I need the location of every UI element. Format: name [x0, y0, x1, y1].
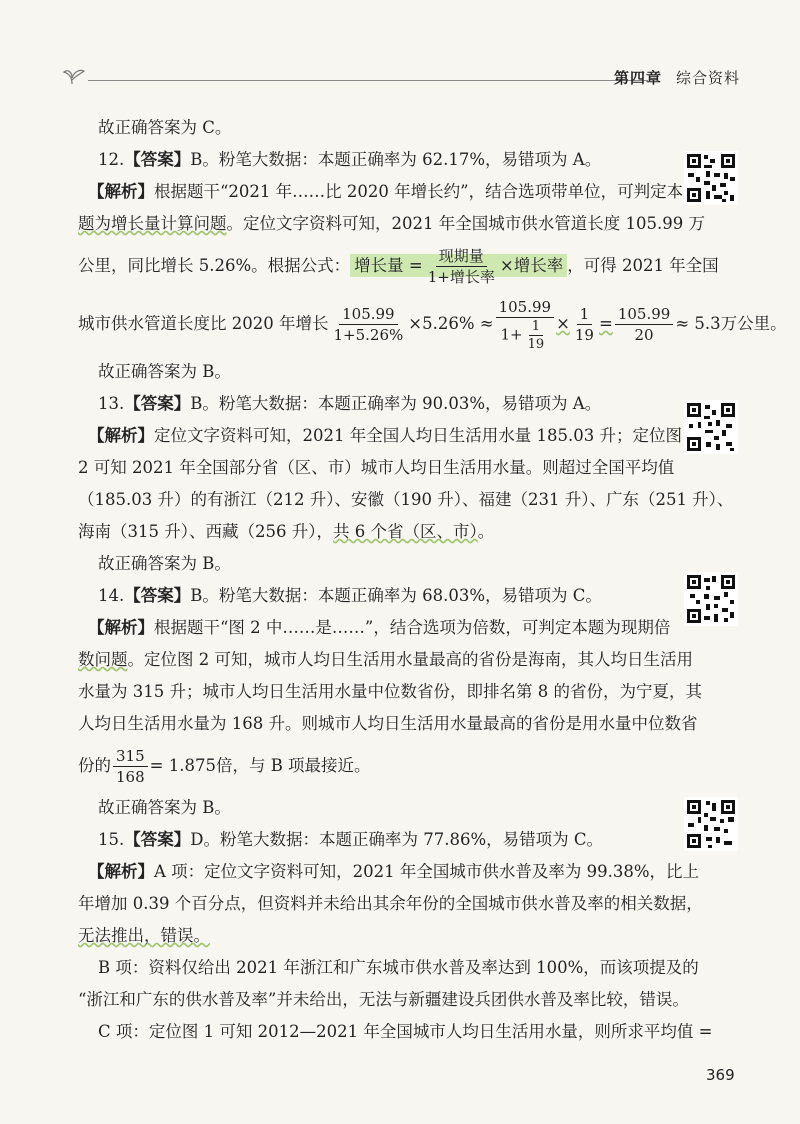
sprout-icon	[60, 64, 88, 86]
text-line: 年增加 0.39 个百分点，但资料并未给出其余年份的全国城市供水普及率的相关数据，	[78, 894, 703, 913]
q13-answer: 13.【答案】B。粉笔大数据：本题正确率为 90.03%，易错项为 A。	[98, 394, 602, 413]
page-number: 369	[706, 1066, 735, 1084]
q14-analysis: 【解析】根据题干“图 2 中……是……”，结合选项为倍数，可判定本题为现期倍	[88, 618, 671, 637]
calculation-line: 城市供水管道长度比 2020 年增长 $\frac{105.99}{1+5.26\%}$ ×5.26% ≈ 105.99 1+ $\frac{1}{19}$ × $\frac{1}{19}$ = $\frac{105.99}{20}$ ≈ 5.3万公里。	[78, 297, 787, 352]
formula-highlight: 增长量 = $\frac{\text{现期量}}{\text{1+增长率}}$ ×增长率	[350, 254, 567, 277]
text-line: （185.03 升）的有浙江（212 升）、安徽（190 升）、福建（231 升）、广东（251 升）、	[78, 490, 734, 509]
page-header	[60, 60, 740, 100]
text-line: 数问题。定位图 2 可知，城市人均日生活用水量最高的省份是海南，其人均日生活用	[78, 650, 693, 669]
text-line: 海南（315 升）、西藏（256 升），共 6 个省（区、市）。	[78, 522, 495, 541]
answer-line: 故正确答案为 C。	[98, 118, 232, 137]
text-line: “浙江和广东的供水普及率”并未给出，无法与新疆建设兵团供水普及率比较，错误。	[78, 990, 689, 1009]
text-line: 水量为 315 升；城市人均日生活用水量中位数省份，即排名第 8 的省份，为宁夏，其	[78, 682, 702, 701]
section-title: 综合资料	[675, 69, 740, 87]
q15-answer: 15.【答案】D。粉笔大数据：本题正确率为 77.86%，易错项为 C。	[98, 830, 604, 849]
q13-analysis: 【解析】定位文字资料可知，2021 年全国人均日生活用水量 185.03 升；定位图	[88, 426, 682, 445]
formula-line: 公里，同比增长 5.26%。根据公式： 增长量 = $\frac{\text{现期量}}{\text{1+增长率}}$ ×增长率 ，可得 2021 年全国	[78, 247, 719, 286]
q14-answer: 14.【答案】B。粉笔大数据：本题正确率为 68.03%，易错项为 C。	[98, 586, 602, 605]
q12-answer: 12.【答案】B。粉笔大数据：本题正确率为 62.17%，易错项为 A。	[98, 150, 602, 169]
qr-code-icon[interactable]	[684, 151, 738, 205]
qr-code-icon[interactable]	[684, 797, 738, 851]
q15-analysis: 【解析】A 项：定位文字资料可知，2021 年全国城市供水普及率为 99.38%，比上	[88, 862, 700, 881]
q12-analysis: 【解析】根据题干“2021 年……比 2020 年增长约”，结合选项带单位，可判定本	[88, 182, 684, 201]
text-line: 人均日生活用水量为 168 升。则城市人均日生活用水量最高的省份是用水量中位数省	[78, 714, 698, 733]
header-rule	[88, 80, 648, 81]
text-line: 题为增长量计算问题。定位文字资料可知，2021 年全国城市供水管道长度 105.99 万	[78, 214, 705, 233]
calculation-line: 份的 $\frac{315}{168}$ = 1.875倍，与 B 项最接近。	[78, 747, 371, 786]
qr-code-icon[interactable]	[684, 400, 738, 454]
qr-code-icon[interactable]	[684, 572, 738, 626]
answer-line: 故正确答案为 B。	[98, 554, 231, 573]
text-line: 无法推出，错误。	[78, 926, 210, 945]
answer-line: 故正确答案为 B。	[98, 362, 231, 381]
page-content	[78, 112, 787, 1048]
option-b-analysis: B 项：资料仅给出 2021 年浙江和广东城市供水普及率达到 100%，而该项提及的	[98, 958, 699, 977]
text-line: 2 可知 2021 年全国部分省（区、市）城市人均日生活用水量。则超过全国平均值	[78, 458, 675, 477]
option-c-analysis: C 项：定位图 1 可知 2012—2021 年全国城市人均日生活用水量，则所求平均值 =	[98, 1022, 713, 1041]
chapter-title: 第四章 综合资料	[613, 69, 740, 87]
answer-line: 故正确答案为 B。	[98, 798, 231, 817]
